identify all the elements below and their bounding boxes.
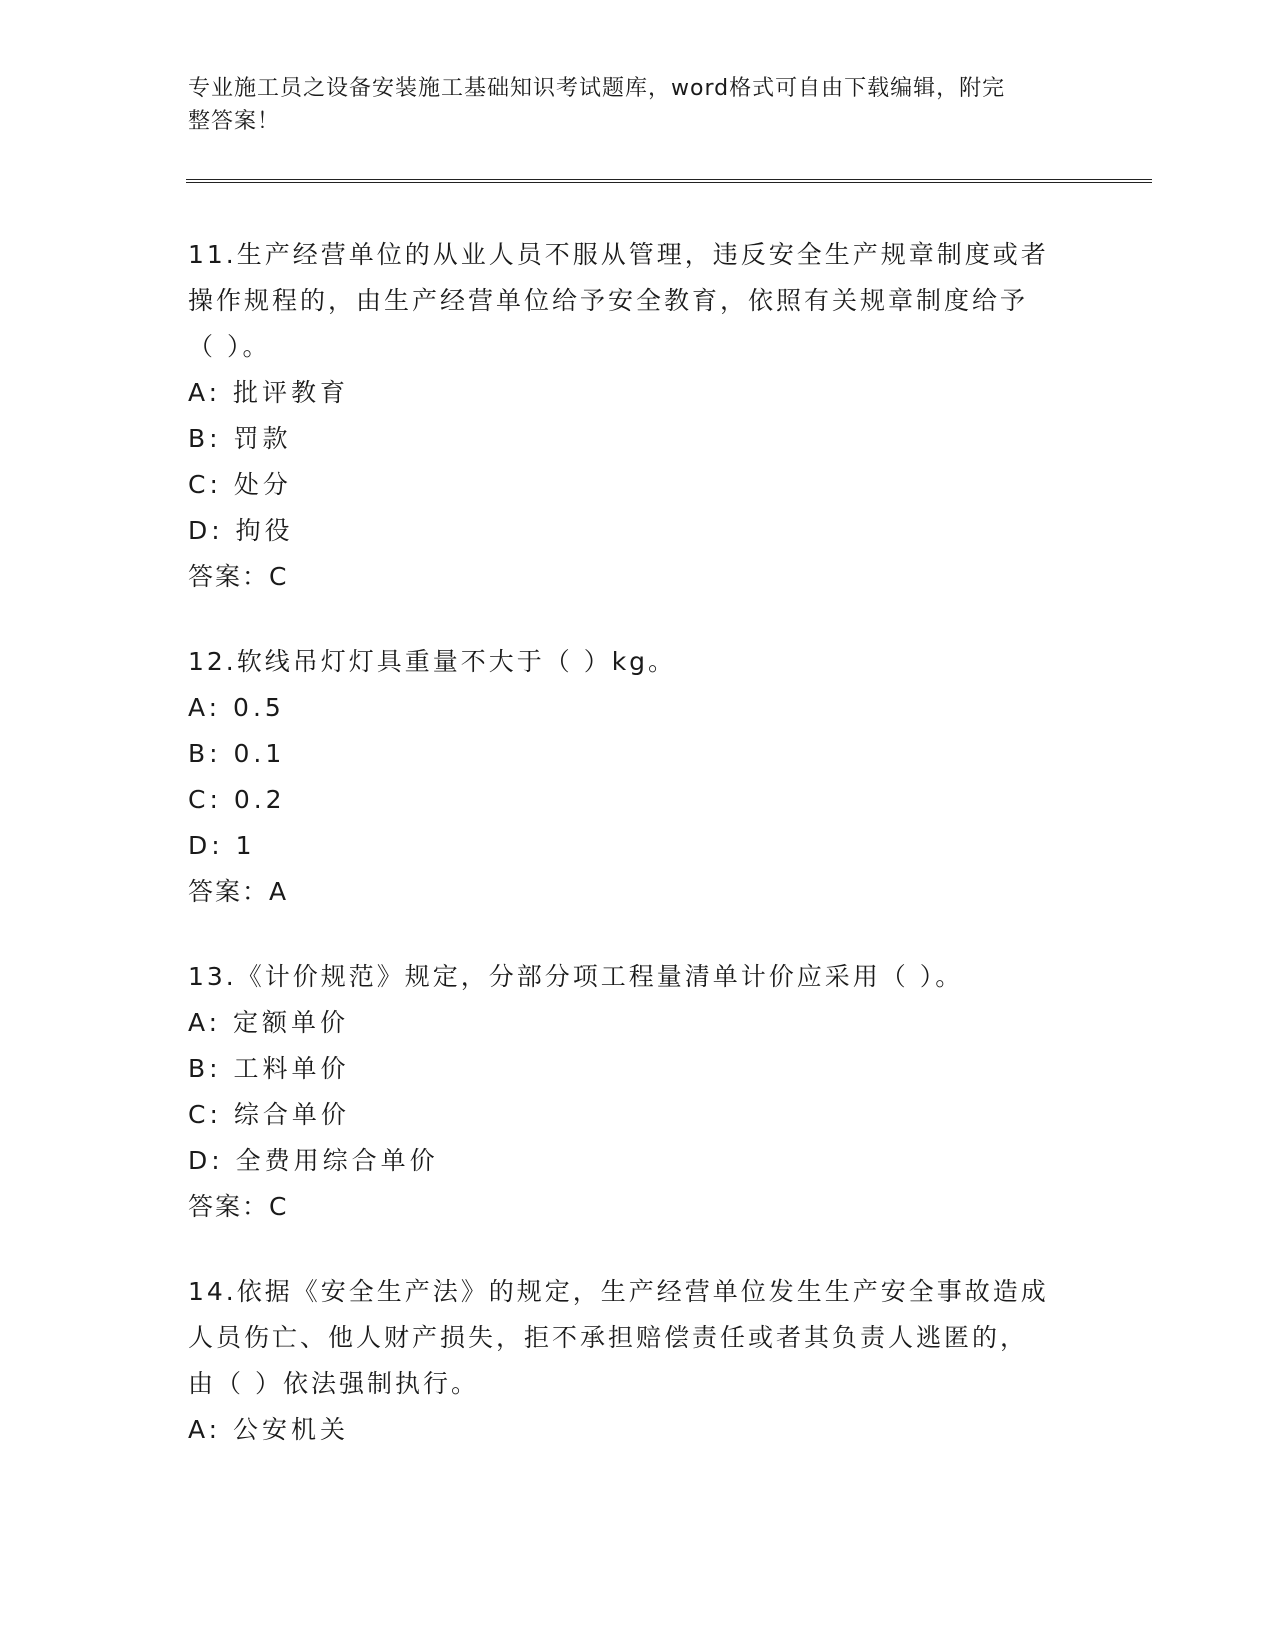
option-c: C: 处分: [188, 470, 292, 499]
option-c: C: 0.2: [188, 785, 286, 814]
option-d: D: 拘役: [188, 516, 294, 545]
question-stem: 操作规程的，由生产经营单位给予安全教育，依照有关规章制度给予: [188, 286, 1029, 315]
option-b: B: 罚款: [188, 424, 292, 453]
option-b: B: 工料单价: [188, 1054, 350, 1083]
question-11: [188, 232, 1088, 600]
header-line-1: 专业施工员之设备安装施工基础知识考试题库，word格式可自由下载编辑，附完: [188, 76, 1006, 101]
question-14: [188, 1269, 1088, 1453]
question-stem: 11.生产经营单位的从业人员不服从管理，违反安全生产规章制度或者: [188, 240, 1049, 269]
question-list: [188, 232, 1088, 1492]
header-divider: [186, 179, 1152, 183]
option-a: A: 0.5: [188, 693, 285, 722]
header-line-2: 整答案！: [188, 109, 281, 134]
question-12: [188, 639, 1088, 915]
question-stem: 12.软线吊灯灯具重量不大于（ ）kg。: [188, 647, 677, 676]
option-b: B: 0.1: [188, 739, 286, 768]
option-d: D: 1: [188, 831, 256, 860]
document-header: [188, 72, 1068, 138]
question-stem: 14.依据《安全生产法》的规定，生产经营单位发生生产安全事故造成: [188, 1277, 1049, 1306]
option-a: A: 定额单价: [188, 1008, 350, 1037]
question-stem: （ ）。: [188, 332, 271, 361]
question-stem: 13.《计价规范》规定，分部分项工程量清单计价应采用（ ）。: [188, 962, 964, 991]
option-d: D: 全费用综合单价: [188, 1146, 439, 1175]
option-a: A: 批评教育: [188, 378, 350, 407]
answer-line: 答案：C: [188, 562, 289, 591]
question-stem: 由（ ）依法强制执行。: [188, 1369, 479, 1398]
answer-line: 答案：C: [188, 1192, 289, 1221]
question-13: [188, 954, 1088, 1230]
option-c: C: 综合单价: [188, 1100, 350, 1129]
question-stem: 人员伤亡、他人财产损失，拒不承担赔偿责任或者其负责人逃匿的，: [188, 1323, 1029, 1352]
answer-line: 答案：A: [188, 877, 289, 906]
option-a: A: 公安机关: [188, 1415, 350, 1444]
